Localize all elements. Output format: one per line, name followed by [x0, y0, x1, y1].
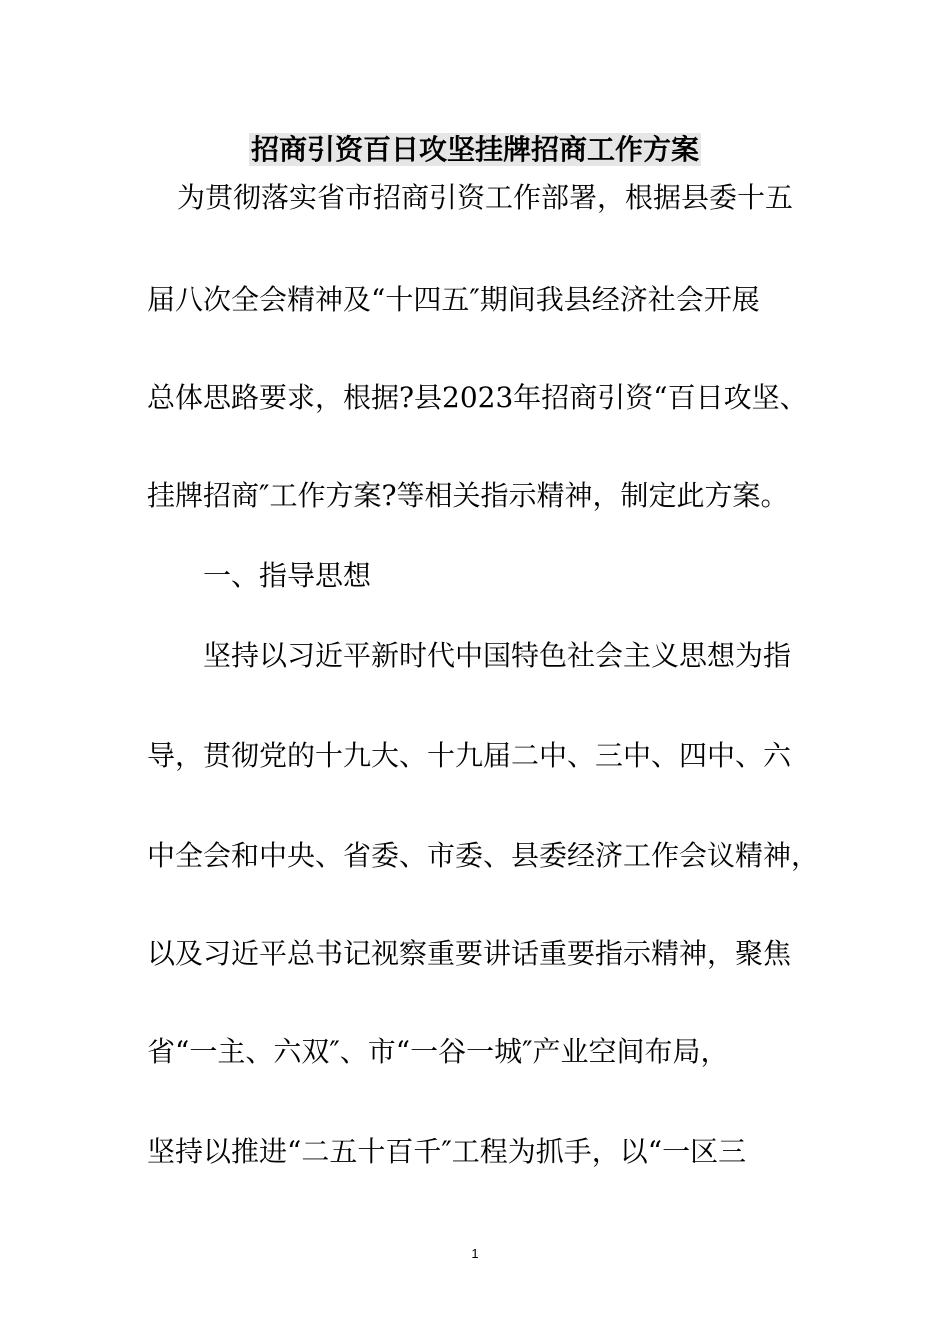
paragraph-line: 中全会和中央、省委、市委、县委经济工作会议精神， — [147, 839, 820, 872]
paragraph-line: 坚持以习近平新时代中国特色社会主义思想为指 — [203, 639, 792, 672]
section-heading: 一、指导思想 — [203, 559, 372, 592]
paragraph-line: 总体思路要求，根据?县2023年招商引资“百日攻坚、 — [147, 381, 808, 414]
paragraph-line: 以及习近平总书记视察重要讲话重要指示精神，聚焦 — [147, 937, 792, 970]
paragraph-line: 挂牌招商″工作方案?等相关指示精神，制定此方案。 — [147, 479, 789, 512]
paragraph-line: 导，贯彻党的十九大、十九届二中、三中、四中、六 — [147, 739, 792, 772]
paragraph-line: 省“一主、六双″、市“一谷一城″产业空间布局， — [147, 1035, 729, 1068]
paragraph-line: 坚持以推进“二五十百千″工程为抓手，以“一区三 — [147, 1135, 747, 1168]
paragraph-line: 为贯彻落实省市招商引资工作部署，根据县委十五 — [177, 181, 794, 214]
page-number: 1 — [471, 1246, 479, 1261]
document-title-text: 招商引资百日攻坚挂牌招商工作方案 — [250, 133, 699, 166]
paragraph-line: 届八次全会精神及“十四五″期间我县经济社会开展 — [147, 283, 760, 316]
document-title — [0, 130, 950, 170]
